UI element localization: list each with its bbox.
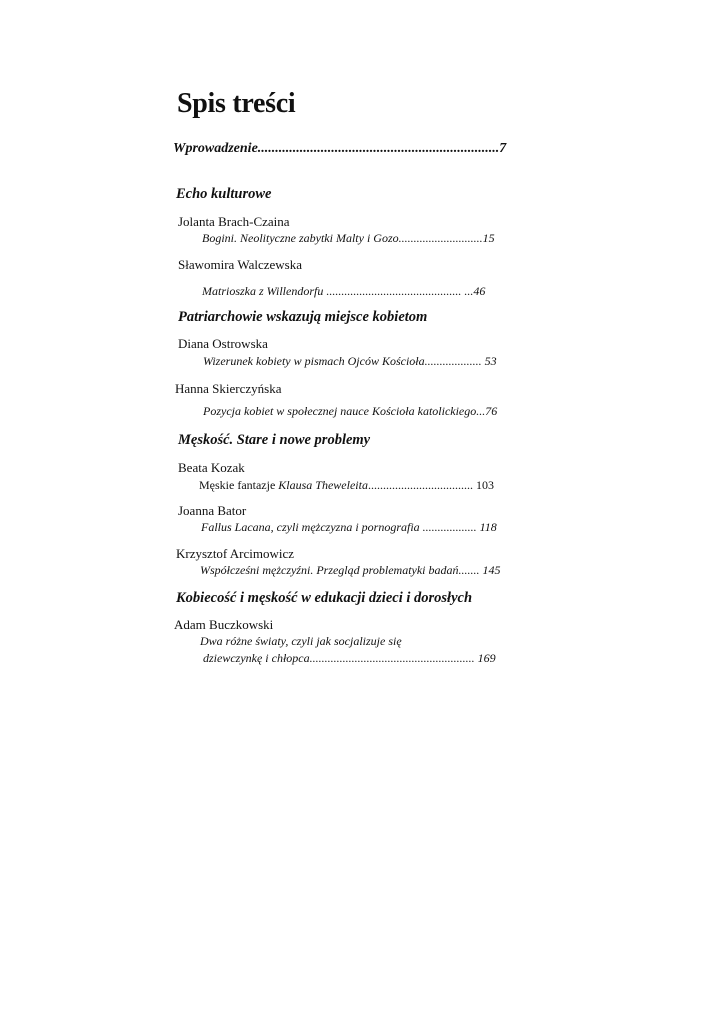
entry-title: Pozycja kobiet w społecznej nauce Kościoła katolickiego...76 xyxy=(203,404,498,418)
entry-title xyxy=(199,478,494,493)
entry-title: Bogini. Neolityczne zabytki Malty i Gozo............................15 xyxy=(202,231,495,245)
entry-title-part: Męskie fantazje xyxy=(199,478,279,492)
entry-author: Krzysztof Arcimowicz xyxy=(176,546,295,561)
entry-title: Współcześni mężczyźni. Przegląd problematyki badań....... 145 xyxy=(200,563,501,577)
section-heading: Patriarchowie wskazują miejsce kobietom xyxy=(178,309,428,325)
entry-page-leader: ................................... 103 xyxy=(367,478,494,492)
entry-title: Matrioszka z Willendorfu ............................................. ...46 xyxy=(202,284,486,298)
entry-title: Dwa różne światy, czyli jak socjalizuje się xyxy=(200,634,402,648)
entry-title: Wizerunek kobiety w pismach Ojców Kościoła................... 53 xyxy=(203,354,497,368)
entry-author: Jolanta Brach-Czaina xyxy=(178,214,290,229)
entry-title-continued: dziewczynkę i chłopca....................................................... 169 xyxy=(203,651,496,665)
entry-title-part: Klausa Theweleita xyxy=(278,478,368,492)
entry-author: Hanna Skierczyńska xyxy=(175,381,282,396)
section-heading: Męskość. Stare i nowe problemy xyxy=(178,432,371,448)
entry-author: Beata Kozak xyxy=(178,460,245,475)
entry-author: Adam Buczkowski xyxy=(174,617,274,632)
page-title: Spis treści xyxy=(177,88,296,119)
entry-author: Joanna Bator xyxy=(178,503,247,518)
entry-title: Fallus Lacana, czyli mężczyzna i pornografia .................. 118 xyxy=(201,520,497,534)
entry-author: Diana Ostrowska xyxy=(178,336,268,351)
entry-author: Sławomira Walczewska xyxy=(178,257,302,272)
toc-intro-entry: Wprowadzenie.....................................................................7 xyxy=(173,141,507,156)
section-heading: Kobiecość i męskość w edukacji dzieci i dorosłych xyxy=(176,590,473,606)
section-heading: Echo kulturowe xyxy=(176,186,272,202)
